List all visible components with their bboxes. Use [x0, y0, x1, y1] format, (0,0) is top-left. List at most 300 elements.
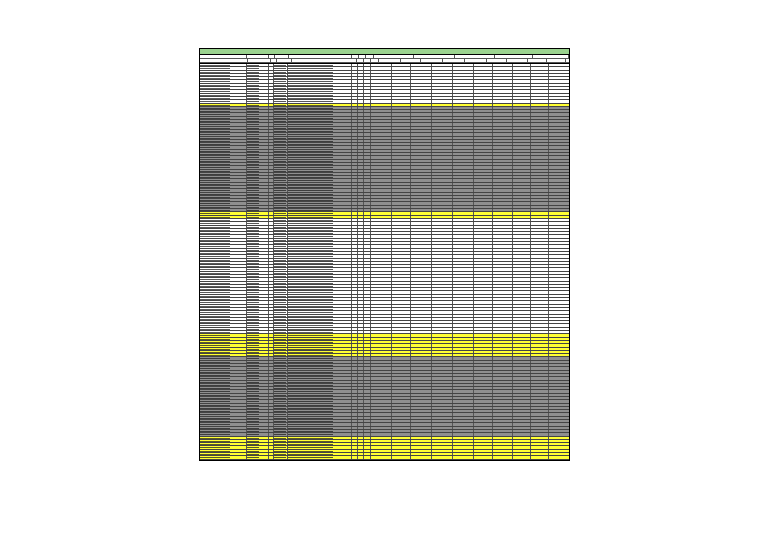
table-cell[interactable]: [274, 176, 288, 178]
table-cell[interactable]: [474, 311, 493, 313]
table-cell[interactable]: [432, 176, 453, 178]
table-cell[interactable]: [493, 328, 513, 330]
table-cell[interactable]: [531, 259, 549, 261]
table-cell[interactable]: [200, 156, 247, 158]
table-cell[interactable]: [432, 351, 453, 353]
table-cell[interactable]: [274, 301, 288, 303]
table-cell[interactable]: [364, 364, 371, 366]
table-cell[interactable]: [493, 193, 513, 195]
table-cell[interactable]: [200, 133, 247, 135]
table-cell[interactable]: [453, 305, 474, 307]
table-cell[interactable]: [474, 206, 493, 208]
table-cell[interactable]: [432, 374, 453, 376]
table-cell[interactable]: [371, 150, 392, 152]
table-cell[interactable]: [531, 295, 549, 297]
table-cell[interactable]: [531, 404, 549, 406]
table-cell[interactable]: [392, 156, 411, 158]
table-cell[interactable]: [371, 166, 392, 168]
table-cell[interactable]: [531, 110, 549, 112]
table-cell[interactable]: [411, 265, 432, 267]
table-cell[interactable]: [453, 272, 474, 274]
table-cell[interactable]: [531, 285, 549, 287]
table-cell[interactable]: [411, 361, 432, 363]
table-cell[interactable]: [200, 84, 247, 86]
table-cell[interactable]: [531, 170, 549, 172]
table-cell[interactable]: [247, 272, 269, 274]
table-cell[interactable]: [364, 311, 371, 313]
table-cell[interactable]: [392, 249, 411, 251]
table-cell[interactable]: [392, 212, 411, 214]
table-cell[interactable]: [513, 87, 531, 89]
table-cell[interactable]: [247, 321, 269, 323]
table-cell[interactable]: [513, 291, 531, 293]
table-cell[interactable]: [531, 328, 549, 330]
table-cell[interactable]: [371, 173, 392, 175]
table-cell[interactable]: [432, 394, 453, 396]
table-cell[interactable]: [411, 275, 432, 277]
table-cell[interactable]: [200, 239, 247, 241]
table-cell[interactable]: [474, 100, 493, 102]
table-cell[interactable]: [513, 387, 531, 389]
table-cell[interactable]: [432, 249, 453, 251]
table-cell[interactable]: [371, 298, 392, 300]
table-cell[interactable]: [371, 291, 392, 293]
table-cell[interactable]: [364, 176, 371, 178]
table-cell[interactable]: [411, 249, 432, 251]
table-cell[interactable]: [247, 315, 269, 317]
table-cell[interactable]: [513, 133, 531, 135]
table-cell[interactable]: [200, 173, 247, 175]
table-cell[interactable]: [247, 384, 269, 386]
table-cell[interactable]: [432, 367, 453, 369]
table-cell[interactable]: [531, 67, 549, 69]
table-cell[interactable]: [453, 413, 474, 415]
table-cell[interactable]: [474, 417, 493, 419]
table-cell[interactable]: [247, 209, 269, 211]
table-cell[interactable]: [392, 374, 411, 376]
table-cell[interactable]: [513, 364, 531, 366]
table-cell[interactable]: [364, 394, 371, 396]
table-cell[interactable]: [432, 278, 453, 280]
table-cell[interactable]: [247, 394, 269, 396]
table-cell[interactable]: [453, 268, 474, 270]
table-cell[interactable]: [247, 433, 269, 435]
table-cell[interactable]: [453, 417, 474, 419]
table-cell[interactable]: [274, 219, 288, 221]
table-cell[interactable]: [392, 420, 411, 422]
table-cell[interactable]: [432, 107, 453, 109]
table-cell[interactable]: [247, 113, 269, 115]
table-cell[interactable]: [493, 235, 513, 237]
table-cell[interactable]: [531, 216, 549, 218]
table-cell[interactable]: [364, 354, 371, 356]
table-cell[interactable]: [411, 64, 432, 66]
table-cell[interactable]: [411, 390, 432, 392]
table-cell[interactable]: [453, 285, 474, 287]
table-cell[interactable]: [274, 170, 288, 172]
table-cell[interactable]: [513, 130, 531, 132]
table-cell[interactable]: [513, 71, 531, 73]
table-cell[interactable]: [371, 232, 392, 234]
table-cell[interactable]: [371, 427, 392, 429]
table-cell[interactable]: [274, 153, 288, 155]
table-cell[interactable]: [247, 183, 269, 185]
table-cell[interactable]: [513, 344, 531, 346]
table-cell[interactable]: [274, 173, 288, 175]
table-cell[interactable]: [364, 245, 371, 247]
table-cell[interactable]: [371, 321, 392, 323]
table-cell[interactable]: [531, 357, 549, 359]
table-cell[interactable]: [392, 242, 411, 244]
table-cell[interactable]: [247, 285, 269, 287]
table-cell[interactable]: [453, 163, 474, 165]
table-cell[interactable]: [364, 371, 371, 373]
table-cell[interactable]: [411, 305, 432, 307]
table-cell[interactable]: [200, 176, 247, 178]
table-cell[interactable]: [493, 183, 513, 185]
table-cell[interactable]: [364, 417, 371, 419]
table-cell[interactable]: [392, 407, 411, 409]
table-cell[interactable]: [493, 245, 513, 247]
table-cell[interactable]: [364, 328, 371, 330]
table-cell[interactable]: [474, 71, 493, 73]
table-cell[interactable]: [474, 305, 493, 307]
table-cell[interactable]: [371, 315, 392, 317]
table-cell[interactable]: [513, 427, 531, 429]
table-cell[interactable]: [392, 239, 411, 241]
table-cell[interactable]: [531, 104, 549, 106]
table-cell[interactable]: [371, 170, 392, 172]
table-cell[interactable]: [531, 117, 549, 119]
table-cell[interactable]: [274, 196, 288, 198]
table-cell[interactable]: [474, 74, 493, 76]
table-cell[interactable]: [513, 268, 531, 270]
table-cell[interactable]: [411, 259, 432, 261]
table-cell[interactable]: [274, 206, 288, 208]
table-cell[interactable]: [364, 275, 371, 277]
table-cell[interactable]: [288, 176, 352, 178]
table-cell[interactable]: [274, 433, 288, 435]
table-cell[interactable]: [247, 196, 269, 198]
table-cell[interactable]: [453, 456, 474, 458]
table-cell[interactable]: [371, 77, 392, 79]
table-cell[interactable]: [371, 255, 392, 257]
table-cell[interactable]: [513, 107, 531, 109]
table-cell[interactable]: [453, 420, 474, 422]
table-cell[interactable]: [474, 123, 493, 125]
table-cell[interactable]: [411, 272, 432, 274]
table-cell[interactable]: [200, 420, 247, 422]
table-cell[interactable]: [247, 311, 269, 313]
table-cell[interactable]: [247, 160, 269, 162]
table-cell[interactable]: [493, 140, 513, 142]
table-cell[interactable]: [531, 199, 549, 201]
table-cell[interactable]: [274, 413, 288, 415]
table-cell[interactable]: [411, 156, 432, 158]
table-cell[interactable]: [392, 123, 411, 125]
table-cell[interactable]: [531, 450, 549, 452]
table-cell[interactable]: [247, 123, 269, 125]
table-cell[interactable]: [371, 209, 392, 211]
table-cell[interactable]: [392, 308, 411, 310]
table-cell[interactable]: [364, 374, 371, 376]
table-cell[interactable]: [411, 170, 432, 172]
table-cell[interactable]: [247, 206, 269, 208]
table-cell[interactable]: [493, 259, 513, 261]
table-cell[interactable]: [288, 361, 352, 363]
table-cell[interactable]: [531, 423, 549, 425]
table-cell[interactable]: [432, 423, 453, 425]
table-cell[interactable]: [432, 387, 453, 389]
table-cell[interactable]: [493, 381, 513, 383]
table-cell[interactable]: [247, 100, 269, 102]
table-cell[interactable]: [371, 160, 392, 162]
table-cell[interactable]: [364, 113, 371, 115]
table-cell[interactable]: [453, 71, 474, 73]
table-cell[interactable]: [247, 305, 269, 307]
table-cell[interactable]: [474, 222, 493, 224]
table-cell[interactable]: [411, 413, 432, 415]
table-cell[interactable]: [411, 219, 432, 221]
table-cell[interactable]: [453, 232, 474, 234]
table-cell[interactable]: [411, 377, 432, 379]
table-cell[interactable]: [247, 308, 269, 310]
table-cell[interactable]: [371, 94, 392, 96]
table-cell[interactable]: [274, 216, 288, 218]
table-cell[interactable]: [493, 74, 513, 76]
table-cell[interactable]: [392, 80, 411, 82]
table-cell[interactable]: [513, 374, 531, 376]
table-cell[interactable]: [200, 275, 247, 277]
table-cell[interactable]: [493, 374, 513, 376]
table-cell[interactable]: [432, 298, 453, 300]
table-cell[interactable]: [371, 295, 392, 297]
table-cell[interactable]: [474, 160, 493, 162]
table-cell[interactable]: [371, 235, 392, 237]
table-cell[interactable]: [392, 456, 411, 458]
table-cell[interactable]: [474, 377, 493, 379]
table-cell[interactable]: [288, 140, 352, 142]
table-cell[interactable]: [247, 410, 269, 412]
table-cell[interactable]: [200, 252, 247, 254]
table-cell[interactable]: [274, 229, 288, 231]
table-cell[interactable]: [247, 348, 269, 350]
table-cell[interactable]: [200, 170, 247, 172]
table-cell[interactable]: [493, 315, 513, 317]
table-cell[interactable]: [200, 278, 247, 280]
table-cell[interactable]: [392, 390, 411, 392]
table-cell[interactable]: [493, 189, 513, 191]
table-cell[interactable]: [392, 278, 411, 280]
table-cell[interactable]: [411, 420, 432, 422]
table-cell[interactable]: [513, 137, 531, 139]
table-cell[interactable]: [247, 446, 269, 448]
table-cell[interactable]: [288, 423, 352, 425]
table-cell[interactable]: [453, 341, 474, 343]
table-cell[interactable]: [200, 127, 247, 129]
table-cell[interactable]: [288, 318, 352, 320]
table-cell[interactable]: [364, 179, 371, 181]
table-cell[interactable]: [392, 433, 411, 435]
table-cell[interactable]: [411, 427, 432, 429]
table-cell[interactable]: [392, 229, 411, 231]
table-cell[interactable]: [453, 328, 474, 330]
table-cell[interactable]: [432, 113, 453, 115]
table-cell[interactable]: [200, 407, 247, 409]
table-cell[interactable]: [288, 259, 352, 261]
table-cell[interactable]: [274, 104, 288, 106]
table-cell[interactable]: [432, 143, 453, 145]
table-cell[interactable]: [493, 364, 513, 366]
table-cell[interactable]: [371, 278, 392, 280]
table-cell[interactable]: [288, 390, 352, 392]
table-cell[interactable]: [432, 209, 453, 211]
table-cell[interactable]: [474, 193, 493, 195]
table-cell[interactable]: [432, 301, 453, 303]
table-cell[interactable]: [411, 186, 432, 188]
table-cell[interactable]: [531, 341, 549, 343]
table-cell[interactable]: [247, 176, 269, 178]
table-cell[interactable]: [371, 357, 392, 359]
table-cell[interactable]: [364, 202, 371, 204]
table-cell[interactable]: [274, 341, 288, 343]
table-cell[interactable]: [432, 202, 453, 204]
table-cell[interactable]: [288, 413, 352, 415]
table-cell[interactable]: [493, 400, 513, 402]
table-cell[interactable]: [513, 334, 531, 336]
table-cell[interactable]: [392, 133, 411, 135]
table-cell[interactable]: [453, 331, 474, 333]
table-cell[interactable]: [392, 100, 411, 102]
table-cell[interactable]: [531, 206, 549, 208]
table-cell[interactable]: [474, 285, 493, 287]
table-cell[interactable]: [474, 153, 493, 155]
table-cell[interactable]: [392, 357, 411, 359]
table-cell[interactable]: [411, 166, 432, 168]
table-cell[interactable]: [432, 212, 453, 214]
table-cell[interactable]: [531, 351, 549, 353]
table-cell[interactable]: [364, 64, 371, 66]
table-cell[interactable]: [247, 219, 269, 221]
table-cell[interactable]: [371, 354, 392, 356]
table-cell[interactable]: [247, 377, 269, 379]
table-cell[interactable]: [411, 209, 432, 211]
table-cell[interactable]: [513, 367, 531, 369]
table-cell[interactable]: [200, 212, 247, 214]
table-cell[interactable]: [411, 324, 432, 326]
table-cell[interactable]: [513, 308, 531, 310]
table-cell[interactable]: [274, 143, 288, 145]
table-cell[interactable]: [200, 285, 247, 287]
table-cell[interactable]: [364, 427, 371, 429]
table-cell[interactable]: [200, 117, 247, 119]
table-cell[interactable]: [247, 407, 269, 409]
table-cell[interactable]: [247, 453, 269, 455]
table-cell[interactable]: [453, 291, 474, 293]
table-cell[interactable]: [453, 318, 474, 320]
table-cell[interactable]: [371, 239, 392, 241]
table-cell[interactable]: [371, 206, 392, 208]
table-cell[interactable]: [371, 305, 392, 307]
table-cell[interactable]: [493, 384, 513, 386]
table-cell[interactable]: [513, 282, 531, 284]
table-cell[interactable]: [411, 285, 432, 287]
table-cell[interactable]: [274, 127, 288, 129]
table-cell[interactable]: [411, 137, 432, 139]
table-cell[interactable]: [274, 377, 288, 379]
table-cell[interactable]: [453, 450, 474, 452]
table-cell[interactable]: [247, 427, 269, 429]
table-cell[interactable]: [474, 364, 493, 366]
table-cell[interactable]: [411, 318, 432, 320]
table-cell[interactable]: [432, 407, 453, 409]
table-cell[interactable]: [513, 450, 531, 452]
table-cell[interactable]: [274, 186, 288, 188]
table-cell[interactable]: [411, 143, 432, 145]
table-cell[interactable]: [392, 443, 411, 445]
table-cell[interactable]: [411, 384, 432, 386]
table-cell[interactable]: [493, 354, 513, 356]
table-cell[interactable]: [200, 443, 247, 445]
table-cell[interactable]: [531, 153, 549, 155]
table-cell[interactable]: [411, 110, 432, 112]
table-cell[interactable]: [371, 288, 392, 290]
table-cell[interactable]: [364, 140, 371, 142]
table-cell[interactable]: [531, 443, 549, 445]
table-cell[interactable]: [274, 117, 288, 119]
table-cell[interactable]: [200, 374, 247, 376]
table-cell[interactable]: [493, 137, 513, 139]
table-cell[interactable]: [288, 87, 352, 89]
table-cell[interactable]: [288, 242, 352, 244]
table-cell[interactable]: [432, 84, 453, 86]
table-cell[interactable]: [371, 374, 392, 376]
table-cell[interactable]: [411, 245, 432, 247]
table-cell[interactable]: [288, 170, 352, 172]
table-cell[interactable]: [432, 331, 453, 333]
table-cell[interactable]: [200, 288, 247, 290]
table-cell[interactable]: [474, 64, 493, 66]
table-cell[interactable]: [200, 308, 247, 310]
table-cell[interactable]: [411, 456, 432, 458]
table-cell[interactable]: [493, 206, 513, 208]
table-cell[interactable]: [474, 239, 493, 241]
table-cell[interactable]: [288, 110, 352, 112]
table-cell[interactable]: [453, 140, 474, 142]
table-cell[interactable]: [200, 94, 247, 96]
table-cell[interactable]: [364, 295, 371, 297]
table-cell[interactable]: [474, 90, 493, 92]
table-cell[interactable]: [288, 94, 352, 96]
table-cell[interactable]: [474, 196, 493, 198]
table-cell[interactable]: [453, 381, 474, 383]
table-cell[interactable]: [513, 189, 531, 191]
table-cell[interactable]: [411, 90, 432, 92]
table-cell[interactable]: [493, 212, 513, 214]
table-cell[interactable]: [513, 255, 531, 257]
table-cell[interactable]: [288, 245, 352, 247]
table-cell[interactable]: [392, 361, 411, 363]
table-cell[interactable]: [411, 308, 432, 310]
table-cell[interactable]: [513, 430, 531, 432]
table-cell[interactable]: [364, 160, 371, 162]
table-cell[interactable]: [274, 113, 288, 115]
table-cell[interactable]: [474, 410, 493, 412]
table-cell[interactable]: [411, 298, 432, 300]
table-cell[interactable]: [493, 232, 513, 234]
table-cell[interactable]: [531, 305, 549, 307]
table-cell[interactable]: [411, 374, 432, 376]
